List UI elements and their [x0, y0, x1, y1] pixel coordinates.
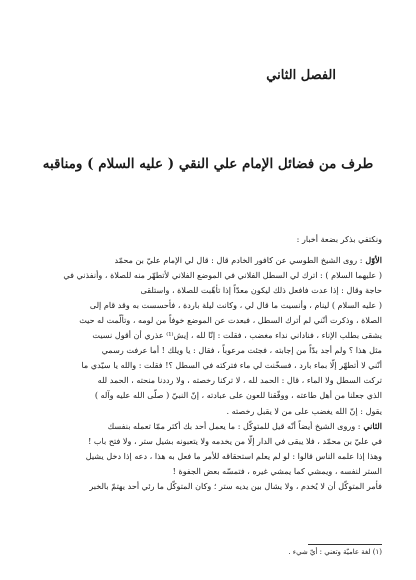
text-line: أنّني لا أتطهّر إلّا بماء بارد ، فسخّنت لي ماء فتركته في السطل ؟! فقلت : والله يا سيّدي ما — [81, 360, 382, 371]
text-line: الأوّل : روى الشيخ الطوسي عن كافور الخادم قال : قال لي الإمام عليّ بن محمّد — [114, 255, 382, 266]
footnote: (١) لغة عاميّة وتعني : أيّ شيء . — [288, 548, 382, 556]
text-line: الستر لنفسه ، ويمشي كما يمشي غيره ، فتمسّه بعض الجفوة ! — [172, 465, 382, 476]
text-line: تركت السطل ولا الماء ، قال : الحمد لله ، لا تركنا رخصته ، ولا رددنا منحته ، الحمد لله — [97, 375, 382, 386]
text-line: الذي جعلنا من أهل طاعته ، ووفّقنا للعون على عبادته ، إنّ النبيّ ( صلّى الله عليه وآله ) — [94, 390, 382, 401]
body-text — [34, 232, 382, 494]
text-line: الصلاة ، وذكرت أنّني لم أترك السطل ، فبعدت عن الموضع خوفاً من لومه ، وتألّمت له حيث — [79, 315, 382, 326]
text-line: وهذا إذا علمه الناس قالوا : لو لم يعلم استحقاقه للأمر ما فعل به هذا ، دعه إذا دخل يشيل — [85, 450, 382, 461]
text-line: يقول : إنّ الله يغضب على من لا يقبل رخصته . — [226, 405, 382, 416]
text-line: ( عليهما السلام ) : اترك لي السطل الفلاني في الموضع الفلاني لأتطهّر منه للصلاة ، وأنفذني في — [63, 270, 382, 281]
chapter-title: الفصل الثاني — [266, 68, 336, 83]
text-line: الثاني : وروى الشيخ أيضاً أنّه قيل للمتوكّل : ما يعمل أحد بك أكثر ممّا تعمله بنفسك — [107, 420, 382, 431]
paragraph-lead: الثاني — [360, 420, 382, 431]
text-line: ونكتفي بذكر بضعة أخبار : — [296, 234, 382, 244]
text-line: حاجة وقال : إذا عدت فافعل ذلك ليكون معدّاً إذا تأهّبت للصلاة ، واستلقى — [140, 285, 382, 296]
text-line: فأمر المتوكّل أن لا يُخدم ، ولا يشال بين يديه ستر ؛ وكان المتوكّل ما رئي أحد يهتمّ بالخبر — [89, 480, 382, 491]
text-line: في عليّ بن محمّد ، فلا يبقى في الدار إلّا من يخدمه ولا يتعبونه بشيل ستر ، ولا فتح باب ! — [88, 435, 382, 446]
section-heading: طرف من فضائل الإمام علي النقي ( عليه السلام ) ومناقبه — [42, 156, 374, 172]
paragraph-lead: الأوّل — [362, 255, 382, 266]
text-line: ( عليه السلام ) لينام ، وأنسيت ما قال لي ، وكانت ليلة باردة ، فأحسست به وقد قام إلى — [89, 300, 382, 311]
text-line: يشقى بطلب الإناء ، فناداني نداء مغضب ، فقلت : إنّا لله ، إيش⁽¹⁾ عذري أن أقول نسيت — [92, 330, 382, 341]
footnote-divider — [308, 544, 382, 545]
text-line: مثل هذا ؟ ولم أجد بدّاً من إجابته ، فجئت مرعوباً ، فقال : يا ويلك ! أما عرفت رسمي — [101, 345, 382, 356]
